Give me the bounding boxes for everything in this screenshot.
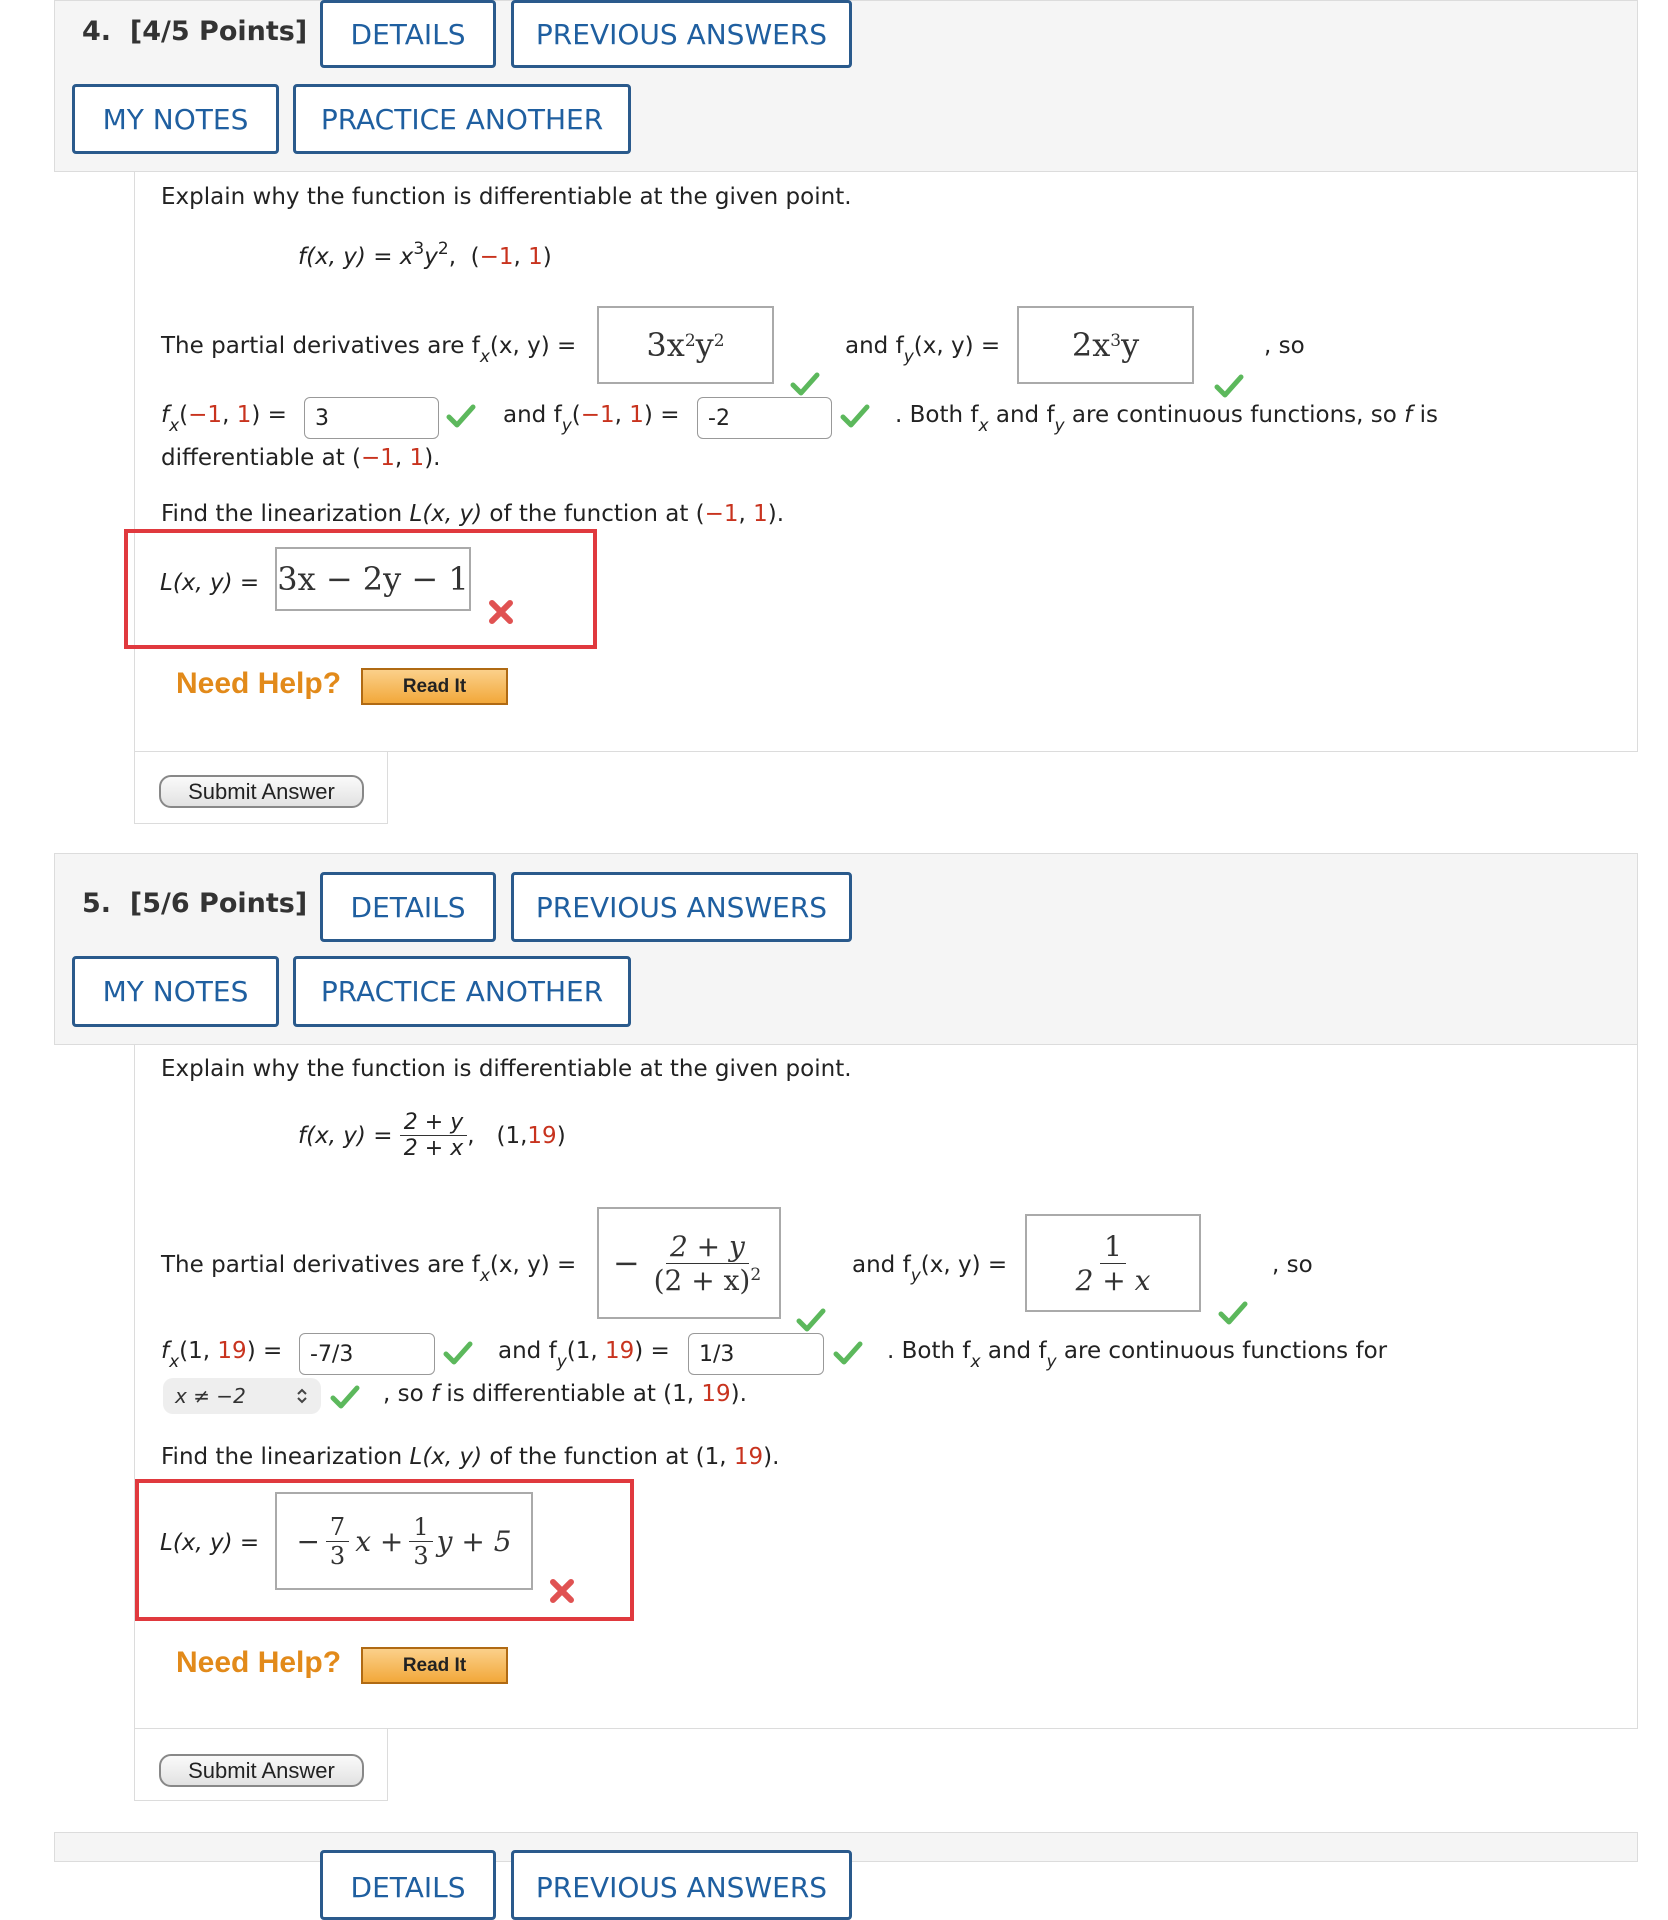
q5-practice-another-button[interactable]: PRACTICE ANOTHER bbox=[293, 956, 631, 1027]
q5-fy-answer-box[interactable]: $\frac{1}{2 + x}$ bbox=[1025, 1214, 1201, 1312]
chevron-updown-icon bbox=[295, 1386, 309, 1406]
q5-fx-answer-box[interactable]: − $\frac{2 + y}{(2 + x)^2}$ bbox=[597, 1207, 781, 1319]
q4-linearization-prompt: Find the linearization L(x, y) of the function at (−1, 1). bbox=[161, 501, 785, 527]
q4-fx-answer-box[interactable]: $3x^2y^2$ bbox=[597, 306, 774, 384]
q4-fx-at-input[interactable]: 3 bbox=[304, 397, 439, 439]
check-icon bbox=[446, 404, 476, 428]
q4-fy-at-input[interactable]: -2 bbox=[697, 397, 832, 439]
q5-differentiable-text: , so f is differentiable at (1, 19). bbox=[383, 1381, 747, 1407]
q5-both-text: . Both $f_x$ and $f_y$ are continuous functions for bbox=[887, 1338, 1388, 1372]
q4-fy-at-label: and $f_y(-1$, 1) = bbox=[503, 402, 680, 436]
q4-my-notes-button[interactable]: MY NOTES bbox=[72, 84, 279, 154]
q5-my-notes-button[interactable]: MY NOTES bbox=[72, 956, 279, 1027]
q5-domain-select-value: x ≠ −2 bbox=[175, 1384, 246, 1408]
q4-previous-answers-button[interactable]: PREVIOUS ANSWERS bbox=[511, 0, 852, 68]
q5-number: 5. [5/6 Points] bbox=[82, 888, 308, 919]
q5-domain-select[interactable] bbox=[163, 1378, 321, 1414]
check-icon bbox=[330, 1385, 360, 1409]
q4-both-text: . Both $f_x$ and $f_y$ are continuous functions, so f is bbox=[895, 402, 1438, 436]
q4-details-button[interactable]: DETAILS bbox=[320, 0, 496, 68]
q4-need-help-label: Need Help? bbox=[176, 667, 342, 700]
q5-function: f(x, y) = $\frac{2 + y}{2 + x}$ , (1, 19 ) bbox=[298, 1110, 566, 1161]
check-icon bbox=[443, 1341, 473, 1365]
cross-icon bbox=[488, 599, 514, 625]
check-icon bbox=[833, 1341, 863, 1365]
q4-submit-button[interactable]: Submit Answer bbox=[159, 775, 364, 808]
q4-function: f(x, $y) = x^3y^2$, (−1, 1) bbox=[298, 239, 552, 270]
q5-read-it-button[interactable]: Read It bbox=[361, 1647, 508, 1684]
q6-previous-answers-button[interactable]: PREVIOUS ANSWERS bbox=[511, 1850, 852, 1920]
q5-prompt: Explain why the function is differentiable at the given point. bbox=[161, 1056, 852, 1082]
q5-submit-button[interactable]: Submit Answer bbox=[159, 1754, 364, 1787]
q5-fx-at-input[interactable]: -7/3 bbox=[299, 1333, 435, 1375]
q5-fy-at-input[interactable]: 1/3 bbox=[688, 1333, 824, 1375]
q5-details-button[interactable]: DETAILS bbox=[320, 872, 496, 942]
check-icon bbox=[840, 404, 870, 428]
q5-fy-at-label: and $f_y(1$, 19) = bbox=[498, 1338, 670, 1372]
q5-L-answer-box[interactable]: − $\frac{7}{3}$ x + $\frac{1}{3}$ y + 5 bbox=[275, 1492, 533, 1590]
q4-fx-at-label: $f_x(-1$, 1) = bbox=[161, 402, 287, 436]
check-icon bbox=[796, 1308, 826, 1332]
q4-L-label: L(x, y) = bbox=[160, 570, 260, 596]
q5-partials-intro: The partial derivatives are $f_x(x$, y) = bbox=[161, 1252, 577, 1286]
q4-prompt: Explain why the function is differentiable at the given point. bbox=[161, 184, 852, 210]
q4-L-answer-box[interactable]: 3x − 2y − 1 bbox=[275, 547, 471, 611]
q4-partials-intro: The partial derivatives are $f_x(x$, y) = bbox=[161, 333, 577, 367]
q5-linearization-prompt: Find the linearization L(x, y) of the function at (1, 19). bbox=[161, 1444, 780, 1470]
q5-L-label: L(x, y) = bbox=[160, 1530, 260, 1556]
check-icon bbox=[1218, 1301, 1248, 1325]
q4-read-it-button[interactable]: Read It bbox=[361, 668, 508, 705]
q5-need-help-label: Need Help? bbox=[176, 1646, 342, 1679]
q5-so: , so bbox=[1272, 1252, 1313, 1278]
q5-fy-label: and $f_y(x$, y) = bbox=[852, 1252, 1008, 1286]
cross-icon bbox=[549, 1578, 575, 1604]
q6-details-button[interactable]: DETAILS bbox=[320, 1850, 496, 1920]
q5-previous-answers-button[interactable]: PREVIOUS ANSWERS bbox=[511, 872, 852, 942]
q4-fy-label: and $f_y(x$, y) = bbox=[845, 333, 1001, 367]
q4-differentiable-text: differentiable at (−1, 1). bbox=[161, 445, 441, 471]
q4-practice-another-button[interactable]: PRACTICE ANOTHER bbox=[293, 84, 631, 154]
q4-number: 4. [4/5 Points] bbox=[82, 16, 308, 47]
q5-fx-at-label: $f_x(1$, 19) = bbox=[161, 1338, 283, 1372]
check-icon bbox=[1214, 374, 1244, 398]
q4-so: , so bbox=[1264, 333, 1305, 359]
q4-fy-answer-box[interactable]: $2x^3y$ bbox=[1017, 306, 1194, 384]
check-icon bbox=[790, 372, 820, 396]
